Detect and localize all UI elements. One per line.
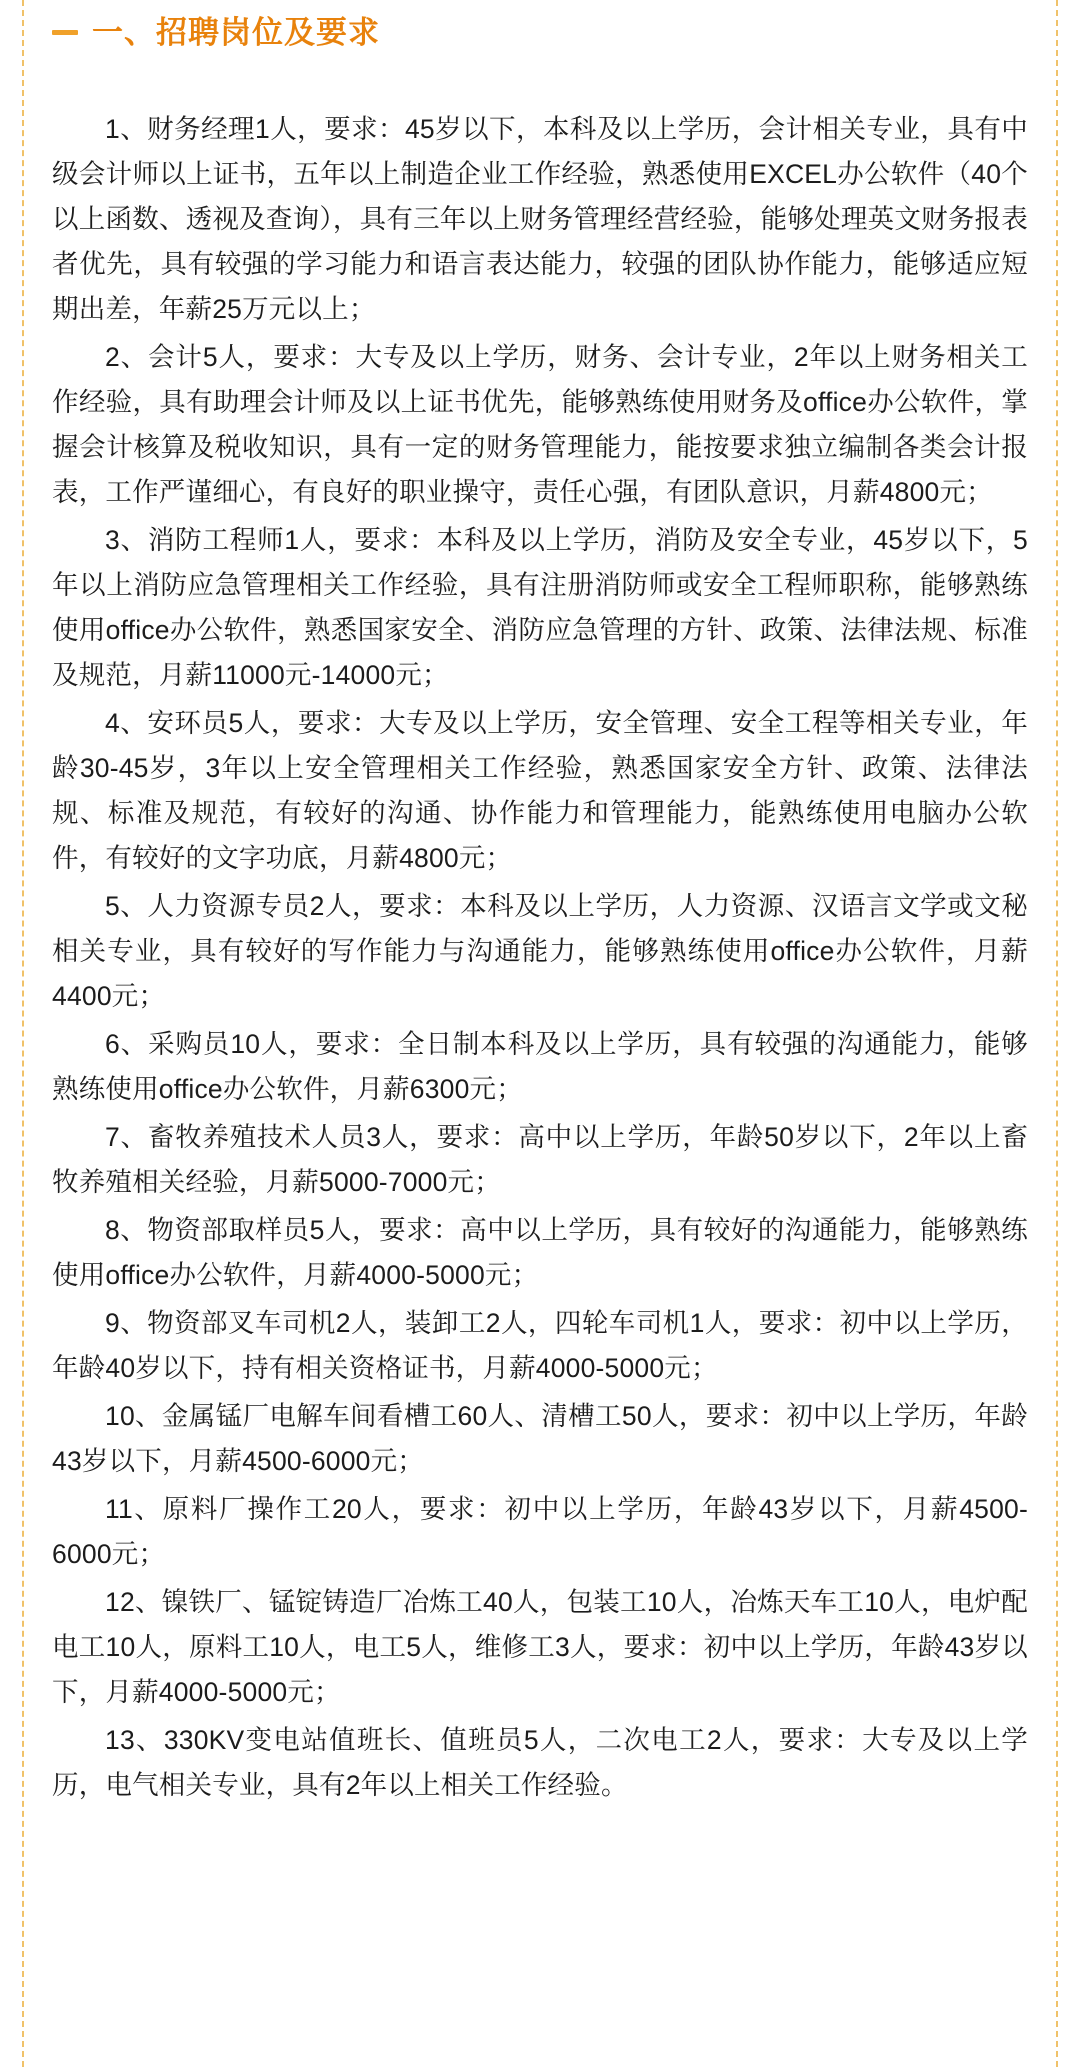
list-item: 6、采购员10人，要求：全日制本科及以上学历，具有较强的沟通能力，能够熟练使用office办公软件，月薪6300元； xyxy=(52,1029,1028,1105)
list-item: 1、财务经理1人，要求：45岁以下，本科及以上学历，会计相关专业，具有中级会计师以上证书，五年以上制造企业工作经验，熟悉使用EXCEL办公软件（40个以上函数、透视及查询），具有三年以上财务管理经营经验，能够处理英文财务报表者优先，具有较强的学习能力和语言表达能力，较强的团队协作能力，能够适应短期出差，年薪25万元以上； xyxy=(52,114,1028,325)
job-requirements-list xyxy=(52,107,1028,1808)
list-item: 2、会计5人，要求：大专及以上学历，财务、会计专业，2年以上财务相关工作经验，具有助理会计师及以上证书优先，能够熟练使用财务及office办公软件，掌握会计核算及税收知识，具有一定的财务管理能力，能按要求独立编制各类会计报表，工作严谨细心，有良好的职业操守，责任心强，有团队意识，月薪4800元； xyxy=(52,342,1028,508)
list-item: 9、物资部叉车司机2人，装卸工2人，四轮车司机1人，要求：初中以上学历，年龄40岁以下，持有相关资格证书，月薪4000-5000元； xyxy=(52,1308,1028,1384)
page-title: 一、招聘岗位及要求 xyxy=(92,15,380,50)
list-item: 3、消防工程师1人，要求：本科及以上学历，消防及安全专业，45岁以下，5年以上消防应急管理相关工作经验，具有注册消防师或安全工程师职称，能够熟练使用office办公软件，熟悉国家安全、消防应急管理的方针、政策、法律法规、标准及规范，月薪11000元-14000元； xyxy=(52,525,1028,691)
list-item: 5、人力资源专员2人，要求：本科及以上学历，人力资源、汉语言文学或文秘相关专业，具有较好的写作能力与沟通能力，能够熟练使用office办公软件，月薪4400元； xyxy=(52,891,1028,1012)
list-item: 7、畜牧养殖技术人员3人，要求：高中以上学历，年龄50岁以下，2年以上畜牧养殖相关经验，月薪5000-7000元； xyxy=(52,1122,1028,1198)
list-item: 13、330KV变电站值班长、值班员5人，二次电工2人，要求：大专及以上学历，电气相关专业，具有2年以上相关工作经验。 xyxy=(52,1725,1028,1801)
heading-accent-bar xyxy=(52,30,78,35)
list-item: 11、原料厂操作工20人，要求：初中以上学历，年龄43岁以下，月薪4500-6000元； xyxy=(52,1494,1028,1570)
list-item: 8、物资部取样员5人，要求：高中以上学历，具有较好的沟通能力，能够熟练使用office办公软件，月薪4000-5000元； xyxy=(52,1215,1028,1291)
list-item: 10、金属锰厂电解车间看槽工60人、清槽工50人，要求：初中以上学历，年龄43岁以下，月薪4500-6000元； xyxy=(52,1401,1028,1477)
list-item: 4、安环员5人，要求：大专及以上学历，安全管理、安全工程等相关专业，年龄30-45岁，3年以上安全管理相关工作经验，熟悉国家安全方针、政策、法律法规、标准及规范，有较好的沟通、协作能力和管理能力，能熟练使用电脑办公软件，有较好的文字功底，月薪4800元； xyxy=(52,708,1028,874)
list-item: 12、镍铁厂、锰锭铸造厂冶炼工40人，包装工10人，冶炼天车工10人，电炉配电工10人，原料工10人，电工5人，维修工3人，要求：初中以上学历，年龄43岁以下，月薪4000-5000元； xyxy=(52,1587,1028,1708)
section-heading xyxy=(52,0,1028,51)
